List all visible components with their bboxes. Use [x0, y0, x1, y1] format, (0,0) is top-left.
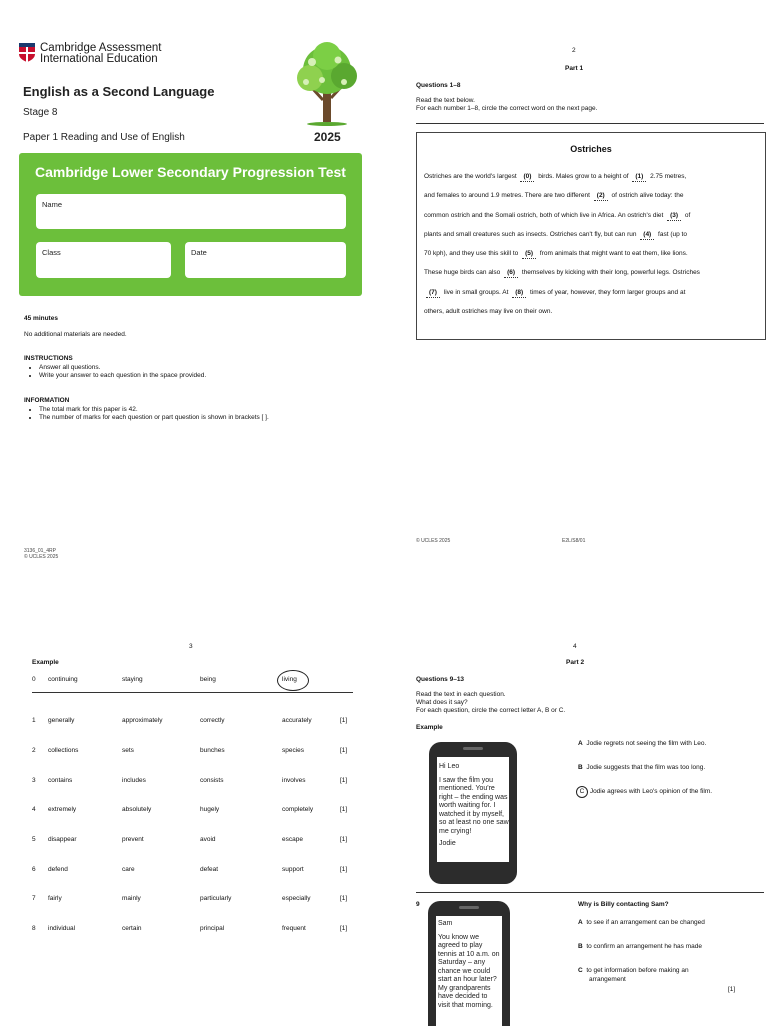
- passage-text: plants and small creatures such as insects. Ostriches can't fly, but can run: [424, 231, 637, 238]
- mark: [1]: [340, 806, 348, 813]
- option-a[interactable]: disappear: [48, 836, 77, 843]
- passage-line: [424, 173, 686, 182]
- candidate-details-panel: [19, 153, 362, 296]
- question-number: 2: [32, 747, 36, 754]
- question-number: 5: [32, 836, 36, 843]
- question-9-option-c-continued: [589, 976, 626, 984]
- option-text: Jodie regrets not seeing the film with Leo.: [586, 740, 707, 747]
- message-line: visit that morning.: [438, 1001, 493, 1009]
- instruction-item: • Answer all questions.: [39, 364, 206, 372]
- information-item: • The total mark for this paper is 42.: [39, 406, 269, 414]
- passage-text: birds. Males grow to a height of: [538, 173, 629, 180]
- question-number: 0: [32, 676, 36, 683]
- option-b[interactable]: care: [122, 866, 135, 873]
- subject-title: English as a Second Language: [23, 84, 215, 99]
- gap-6: (6): [504, 269, 518, 278]
- organisation-name: [40, 43, 161, 65]
- page-2-code: E2L/S8/01: [562, 538, 586, 544]
- name-field[interactable]: [36, 194, 346, 229]
- stage-label: Stage 8: [23, 107, 58, 118]
- divider: [416, 892, 764, 893]
- example-label: Example: [416, 724, 443, 731]
- passage-text: from animals that might want to eat them, like lions.: [539, 250, 688, 257]
- class-field[interactable]: [36, 242, 171, 278]
- passage-text: others, adult ostriches may live on their own.: [424, 308, 553, 315]
- passage-line: [424, 269, 700, 278]
- message-line: start an hour later?: [438, 976, 497, 983]
- question-9-prompt: Why is Billy contacting Sam?: [578, 901, 669, 908]
- option-letter: A: [578, 919, 583, 926]
- passage-line: [424, 250, 688, 259]
- passage-line: [424, 231, 687, 240]
- page-number: 2: [572, 47, 576, 54]
- passage-text: themselves by kicking with their long, powerful legs. Ostriches: [521, 269, 700, 276]
- question-number: 3: [32, 777, 36, 784]
- information-list: [24, 406, 269, 421]
- message-line: mentioned. You're: [439, 785, 495, 792]
- message-line: agreed to play: [438, 942, 483, 949]
- phone-screen: [437, 757, 509, 862]
- example-message: [439, 763, 509, 849]
- passage-text: common ostrich and the Somali ostrich, both of which live in Africa. An ostrich's diet: [424, 212, 664, 219]
- message-line: so at least no one saw: [439, 819, 509, 826]
- gap-0: (0): [520, 173, 534, 182]
- message-line: Saturday – any: [438, 959, 486, 966]
- option-a[interactable]: individual: [48, 925, 76, 932]
- mark: [1]: [340, 777, 348, 784]
- option-d[interactable]: frequent: [282, 925, 306, 932]
- option-c[interactable]: hugely: [200, 806, 220, 813]
- message-line: worth waiting for. I: [439, 802, 496, 809]
- information-heading: INFORMATION: [24, 397, 70, 404]
- message-line: tennis at 10 a.m. on: [438, 950, 500, 958]
- instruction-3: For each question, circle the correct letter A, B or C.: [416, 707, 566, 714]
- option-letter: B: [578, 943, 583, 950]
- passage-text: of: [684, 212, 691, 219]
- option-a[interactable]: fairly: [48, 895, 62, 902]
- option-d[interactable]: involves: [282, 777, 306, 784]
- gap-5: (5): [522, 250, 536, 259]
- passage-line: [424, 308, 552, 316]
- page-1-footer: [24, 548, 58, 560]
- option-b[interactable]: prevent: [122, 836, 144, 843]
- answer-circle: [277, 670, 309, 691]
- option-c[interactable]: bunches: [200, 747, 225, 754]
- divider: [416, 123, 764, 124]
- question-9-mark: [1]: [728, 986, 736, 993]
- gap-8: (8): [512, 289, 526, 298]
- message-line: I saw the film you: [439, 776, 494, 784]
- option-b[interactable]: absolutely: [122, 806, 152, 813]
- passage-text: These huge birds can also: [424, 269, 501, 276]
- message-line: Hi Leo: [439, 763, 460, 770]
- question-9-option-a[interactable]: [578, 919, 705, 927]
- passage-text: 70 kph), and they use this skill to: [424, 250, 519, 257]
- option-a[interactable]: generally: [48, 717, 75, 724]
- gap-4: (4): [640, 231, 654, 240]
- questions-range: Questions 9–13: [416, 676, 465, 683]
- question-number: 7: [32, 895, 36, 902]
- option-b[interactable]: includes: [122, 777, 146, 784]
- option-a[interactable]: defend: [48, 866, 68, 873]
- class-field-label: Class: [42, 248, 61, 257]
- option: staying: [122, 676, 143, 683]
- date-field-label: Date: [191, 248, 207, 257]
- mark: [1]: [340, 866, 348, 873]
- option-text: to confirm an arrangement he has made: [586, 943, 702, 950]
- example-option-b[interactable]: [578, 764, 705, 772]
- option-a[interactable]: contains: [48, 777, 73, 784]
- message-line: me crying!: [439, 827, 472, 835]
- message-line: chance we could: [438, 967, 491, 975]
- option: continuing: [48, 676, 78, 683]
- information-item: • The number of marks for each question or part question is shown in brackets [ ].: [39, 414, 269, 422]
- page-2-copyright: © UCLES 2025: [416, 538, 451, 544]
- option-c[interactable]: particularly: [200, 895, 232, 902]
- instruction-1: Read the text below.: [416, 97, 475, 104]
- option-text: Jodie suggests that the film was too long.: [586, 764, 706, 771]
- option-letter: C: [578, 967, 583, 974]
- option-circled: living: [282, 676, 297, 683]
- name-field-label: Name: [42, 200, 63, 209]
- cambridge-shield-logo-icon: [19, 43, 35, 62]
- example-phone: [429, 742, 517, 884]
- passage-text: live in small groups. At: [443, 289, 509, 296]
- option-d[interactable]: especially: [282, 895, 311, 902]
- option-text: to see if an arrangement can be changed: [586, 919, 705, 926]
- message-line: My grandparents: [438, 984, 491, 992]
- option-text: Jodie agrees with Leo's opinion of the film.: [589, 788, 713, 795]
- option-text: to get information before making an: [586, 967, 689, 974]
- gap-2: (2): [594, 192, 608, 201]
- passage-box: [416, 132, 766, 340]
- option-d[interactable]: accurately: [282, 717, 312, 724]
- option-a[interactable]: extremely: [48, 806, 77, 813]
- question-number: 8: [32, 925, 36, 932]
- option-c[interactable]: avoid: [200, 836, 216, 843]
- test-title: Cambridge Lower Secondary Progression Test: [35, 164, 346, 180]
- option-c[interactable]: correctly: [200, 717, 225, 724]
- passage-text: and females to around 1.9 metres. There are two different: [424, 192, 590, 199]
- message-line: watched it by myself,: [439, 810, 504, 818]
- option-b[interactable]: approximately: [122, 717, 163, 724]
- message-line: You know we: [438, 933, 479, 941]
- instruction-2: For each number 1–8, circle the correct word on the next page.: [416, 105, 598, 112]
- example-option-a[interactable]: [578, 740, 706, 748]
- mark: [1]: [340, 717, 348, 724]
- option-a[interactable]: collections: [48, 747, 79, 754]
- question-9-option-b[interactable]: [578, 943, 702, 951]
- gap-1: (1): [632, 173, 646, 182]
- date-field[interactable]: [185, 242, 346, 278]
- page-number: 4: [573, 643, 577, 650]
- divider: [32, 692, 353, 693]
- questions-range: Questions 1–8: [416, 82, 461, 89]
- message-line: right – the ending was: [439, 793, 508, 801]
- option-c[interactable]: defeat: [200, 866, 219, 873]
- passage-title: Ostriches: [570, 144, 612, 154]
- passage-text: of ostrich alive today: the: [611, 192, 684, 199]
- message-line: Jodie: [439, 840, 456, 847]
- instruction-2: What does it say?: [416, 699, 468, 706]
- option-b[interactable]: certain: [122, 925, 142, 932]
- option-d[interactable]: escape: [282, 836, 303, 843]
- question-9-message: [438, 920, 499, 1010]
- message-line: have decided to: [438, 993, 488, 1000]
- question-number: 6: [32, 866, 36, 873]
- passage-line: [424, 192, 683, 201]
- option-text: arrangement: [589, 976, 626, 983]
- instruction-item: • Write your answer to each question in the space provided.: [39, 372, 206, 380]
- option-c[interactable]: consists: [200, 777, 224, 784]
- example-option-c[interactable]: [576, 786, 712, 798]
- question-9-option-c[interactable]: [578, 967, 689, 975]
- circled-option-letter: C: [576, 786, 588, 798]
- tree-illustration-icon: [292, 40, 362, 126]
- passage-text: 2.75 metres,: [650, 173, 687, 180]
- paper-title: Paper 1 Reading and Use of English: [23, 132, 185, 143]
- option-d[interactable]: support: [282, 866, 304, 873]
- option-letter: B: [578, 764, 583, 771]
- option-b[interactable]: mainly: [122, 895, 141, 902]
- question-number: 1: [32, 717, 36, 724]
- question-number: 9: [416, 901, 420, 908]
- page-number: 3: [189, 643, 193, 650]
- message-line: Sam: [438, 920, 453, 927]
- mark: [1]: [340, 747, 348, 754]
- option-letter: A: [578, 740, 583, 747]
- mark: [1]: [340, 925, 348, 932]
- materials-note: No additional materials are needed.: [24, 331, 127, 338]
- phone-speaker-icon: [459, 906, 479, 909]
- option-d[interactable]: species: [282, 747, 305, 754]
- example-label: Example: [32, 659, 59, 666]
- part-heading: Part 1: [565, 65, 584, 72]
- instructions-heading: INSTRUCTIONS: [24, 355, 73, 362]
- passage-line: [424, 289, 685, 298]
- passage-line: [424, 212, 690, 221]
- instruction-1: Read the text in each question.: [416, 691, 506, 698]
- gap-7: (7): [426, 289, 440, 298]
- copyright: © UCLES 2025: [24, 554, 59, 560]
- exam-year: 2025: [314, 130, 341, 144]
- option: being: [200, 676, 216, 683]
- mark: [1]: [340, 895, 348, 902]
- option-b[interactable]: sets: [122, 747, 134, 754]
- option-d[interactable]: completely: [282, 806, 314, 813]
- paper-code: 3136_01_4RP: [24, 548, 56, 554]
- passage-text: Ostriches are the world's largest: [424, 173, 517, 180]
- org-line-2: International Education: [40, 53, 158, 65]
- part-heading: Part 2: [566, 659, 585, 666]
- mark: [1]: [340, 836, 348, 843]
- option-c[interactable]: principal: [200, 925, 225, 932]
- passage-text: fast (up to: [658, 231, 687, 238]
- question-9-phone: [428, 901, 510, 1026]
- org-line-1: Cambridge Assessment: [40, 42, 162, 54]
- phone-speaker-icon: [463, 747, 483, 750]
- gap-3: (3): [667, 212, 681, 221]
- phone-screen: [436, 916, 502, 1026]
- instructions-list: [24, 364, 206, 379]
- question-number: 4: [32, 806, 36, 813]
- duration: 45 minutes: [24, 315, 58, 322]
- passage-text: times of year, however, they form larger groups and at: [530, 289, 686, 296]
